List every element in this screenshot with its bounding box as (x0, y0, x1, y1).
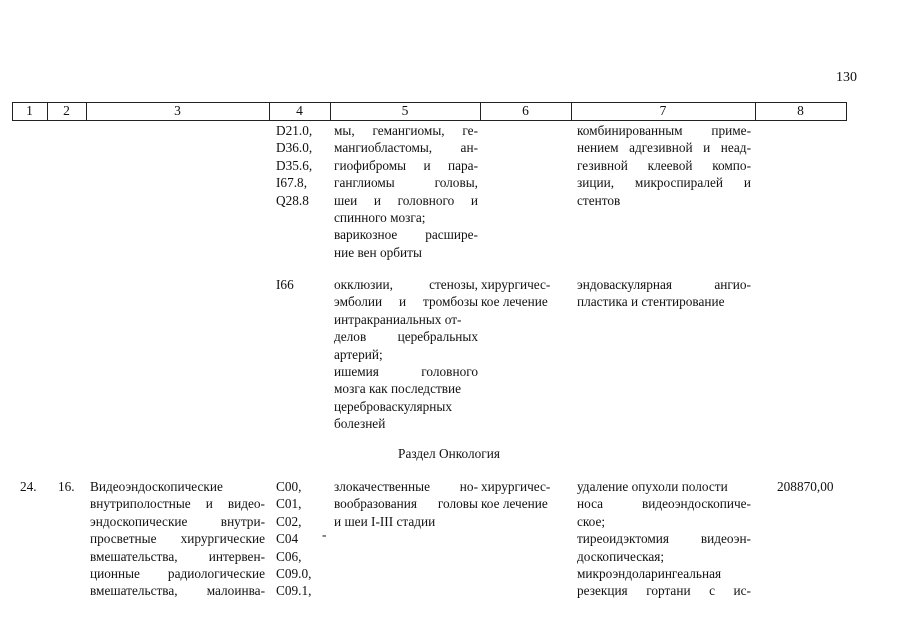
condition-line: вообразования головы (334, 496, 478, 512)
header-cell: 8 (797, 103, 804, 118)
method-line: зиции, микроспиралей и (577, 175, 751, 191)
header-cell: 3 (174, 103, 181, 118)
condition-line: болезней (334, 416, 386, 432)
method-line: пластика и стентирование (577, 294, 725, 310)
header-cell: 2 (63, 103, 70, 118)
code-line: D36.0, (276, 140, 313, 156)
treatment-line: хирургичес- (481, 277, 551, 292)
row24-method (577, 478, 751, 600)
row24-price (777, 478, 845, 495)
i66-row-condition (334, 276, 478, 433)
continued-row-condition (334, 122, 478, 261)
header-divider (846, 102, 847, 120)
method-line: эндоваскулярная ангио- (577, 277, 751, 292)
condition-line: интракраниальных от- (334, 311, 462, 327)
code-line: C02, (276, 513, 302, 529)
header-cell: 1 (26, 103, 33, 118)
condition-line: гиофибромы и пара- (334, 157, 478, 173)
method-line: нением адгезивной и неад- (577, 140, 751, 156)
condition-line: и шеи I-III стадии (334, 513, 436, 529)
method-line: комбинированным приме- (577, 123, 751, 138)
code-line: C00, (276, 479, 302, 494)
treatment-line: кое лечение (481, 496, 548, 512)
row-subnumber (58, 478, 86, 495)
code-line: I66 (276, 277, 294, 292)
method-line: носа видеоэндоскопиче- (577, 496, 751, 512)
name-line: эндоскопические внутри- (90, 513, 265, 529)
condition-line: злокачественные но- (334, 479, 478, 494)
header-bottom-border (12, 120, 847, 121)
code-line: C06, (276, 548, 302, 564)
code-line: C04 (276, 531, 299, 547)
condition-line: ганглиомы головы, (334, 175, 478, 191)
condition-line: мозга как последствие (334, 381, 462, 397)
code-line: I67.8, (276, 175, 308, 191)
condition-line: ние вен орбиты (334, 244, 422, 260)
name-line: вмешательства, малоинва- (90, 583, 265, 599)
method-line: микроэндоларингеальная (577, 565, 722, 581)
header-cell: 7 (659, 103, 667, 118)
name-line: Видеоэндоскопические (90, 479, 223, 494)
i66-row-treatment (481, 276, 571, 311)
treatment-line: кое лечение (481, 294, 548, 310)
row24-condition (334, 478, 478, 530)
page-number: 130 (836, 70, 857, 85)
condition-line: артерий; (334, 346, 383, 362)
condition-line: спинного мозга; (334, 209, 426, 225)
method-line: удаление опухоли полости (577, 479, 728, 494)
header-cell: 4 (296, 103, 303, 118)
code-line: D21.0, (276, 123, 313, 138)
code-line: C09.1, (276, 583, 312, 599)
method-line: ское; (577, 513, 606, 529)
row24-name (90, 478, 265, 600)
name-line: вмешательства, интервен- (90, 548, 265, 564)
continued-row-method (577, 122, 751, 209)
section-title: Раздел Онкология (398, 446, 500, 461)
method-line: тиреоидэктомия видеоэн- (577, 531, 751, 547)
code-line: C01, (276, 496, 302, 512)
condition-line: мы, гемангиомы, ге- (334, 123, 478, 138)
condition-line: эмболии и тромбозы (334, 294, 478, 310)
condition-line: делов церебральных (334, 329, 478, 345)
treatment-line: хирургичес- (481, 479, 551, 494)
i66-row-method (577, 276, 751, 311)
method-line: стентов (577, 192, 621, 208)
name-line: просветные хирургические (90, 531, 265, 547)
method-line: доскопическая; (577, 548, 665, 564)
row-number-text: 24. (20, 479, 37, 494)
condition-line: окклюзии, стенозы, (334, 277, 478, 292)
header-cell: 5 (401, 103, 409, 118)
condition-line: цереброваскулярных (334, 398, 452, 414)
price-text: 208870,00 (777, 479, 834, 494)
header-cell: 6 (522, 103, 529, 118)
condition-line: ишемия головного (334, 363, 478, 379)
method-line: резекция гортани с ис- (577, 583, 751, 599)
row24-treatment (481, 478, 571, 513)
name-line: внутриполостные и видео- (90, 496, 265, 512)
continued-row-codes (276, 122, 330, 209)
row-number (20, 478, 47, 495)
condition-line: мангиобластомы, ан- (334, 140, 478, 156)
code-line: D35.6, (276, 157, 313, 173)
name-line: ционные радиологические (90, 565, 265, 581)
method-line: гезивной клеевой компо- (577, 157, 751, 173)
condition-line: шеи и головного и (334, 192, 478, 208)
condition-line: варикозное расшире- (334, 227, 478, 243)
code-dash: - (322, 527, 327, 542)
row-subnumber-text: 16. (58, 479, 75, 494)
code-line: C09.0, (276, 565, 312, 581)
code-line: Q28.8 (276, 192, 309, 208)
i66-row-codes (276, 276, 330, 293)
